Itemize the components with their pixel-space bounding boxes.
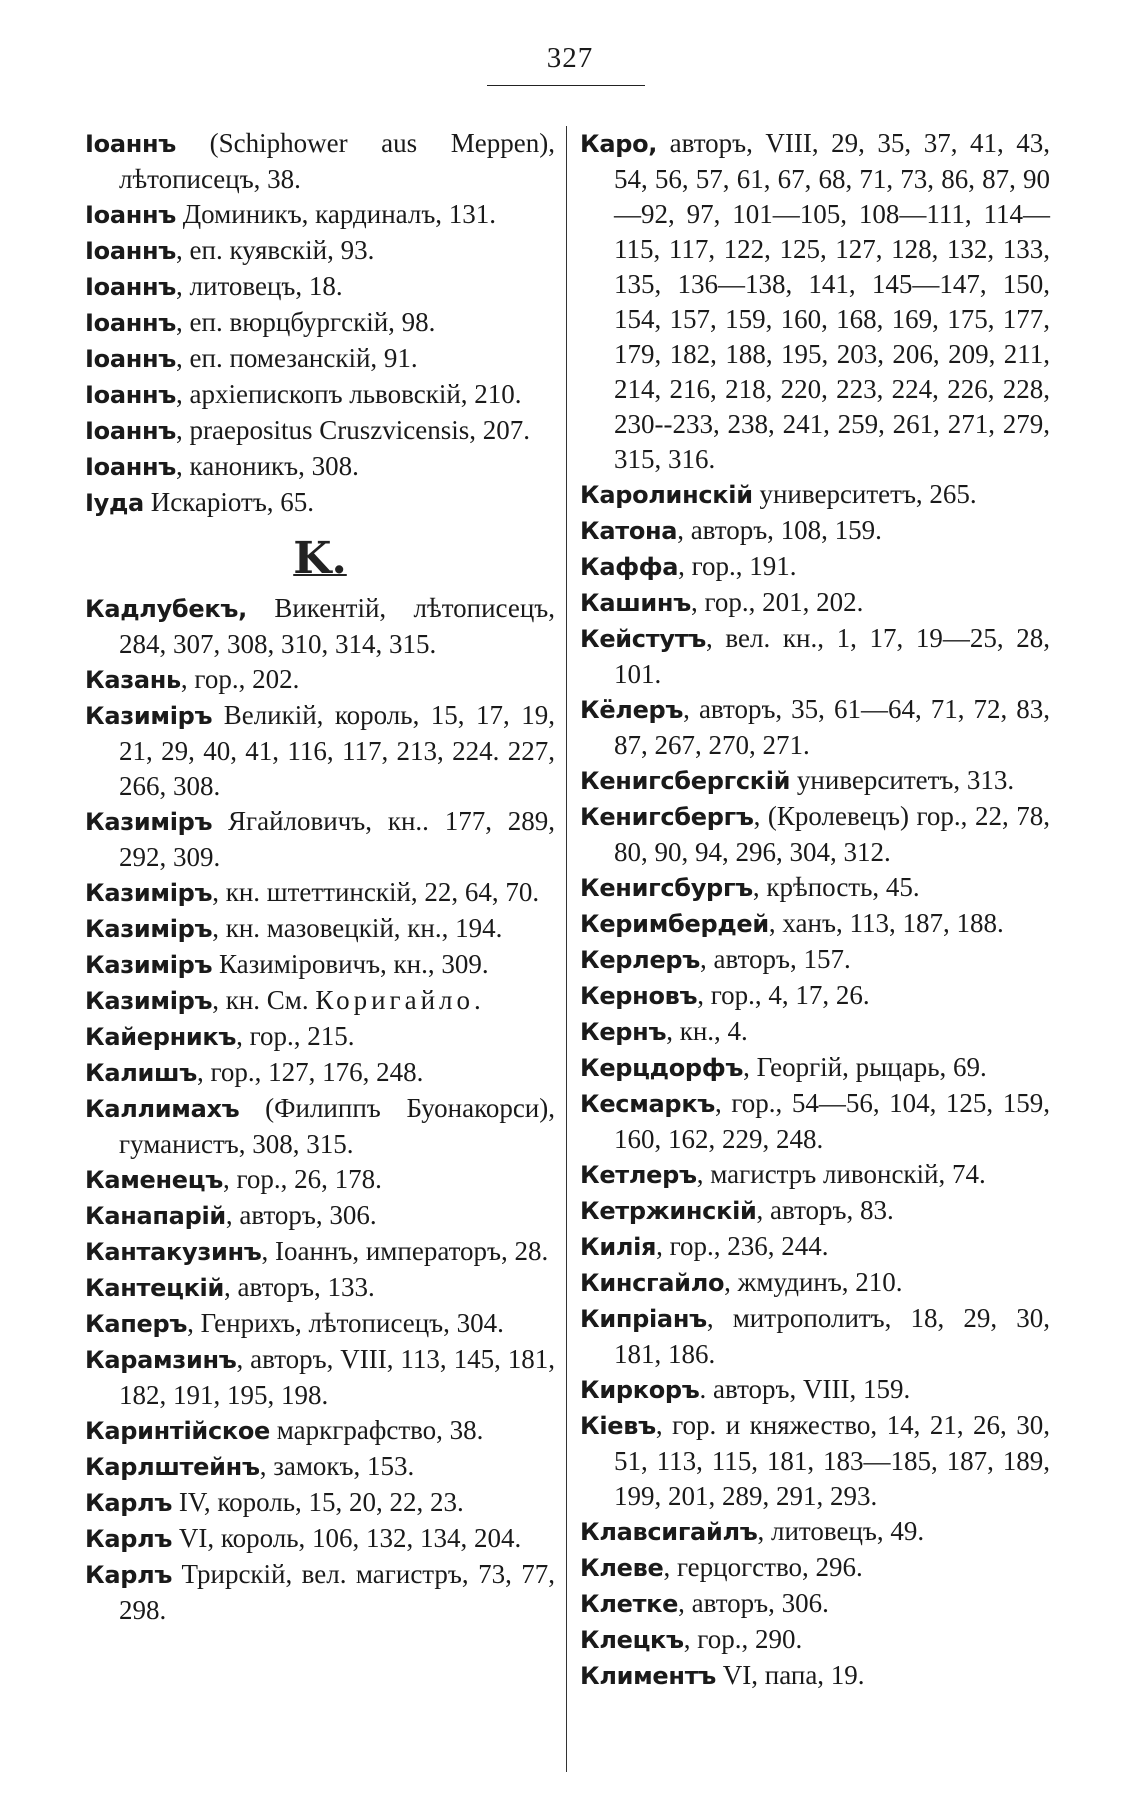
index-entry <box>85 875 555 911</box>
entry-text: Великій, король, 15, 17, 19, 21, 29, 40, 41, 116, 117, 213, 224. 227, 266, 308. <box>119 700 555 801</box>
entry-text: , Іоаннъ, императоръ, 28. <box>261 1236 549 1266</box>
entry-text: , гор., 4, 17, 26. <box>697 980 870 1010</box>
entry-text: , Генрихъ, лѣтописецъ, 304. <box>187 1308 504 1338</box>
entry-text: , литовецъ, 49. <box>757 1516 925 1546</box>
index-entry <box>580 942 1050 978</box>
index-entry <box>580 906 1050 942</box>
entry-text: , кн. мазовецкій, кн., 194. <box>212 913 503 943</box>
entry-text: , гор., 127, 176, 248. <box>196 1057 424 1087</box>
entry-text: , авторъ, VIII, 113, 145, 181, 182, 191, 195, 198. <box>119 1344 555 1410</box>
entry-headword: Кёлеръ <box>580 696 684 724</box>
entry-text: , гор., 236, 244. <box>656 1231 829 1261</box>
index-entry <box>85 1162 555 1198</box>
entry-text: , кн. штеттинскій, 22, 64, 70. <box>212 877 540 907</box>
entry-spaced-reference: Коригайло <box>315 985 475 1015</box>
index-entry <box>580 585 1050 621</box>
entry-headword: Килія <box>580 1233 657 1261</box>
entry-text: , вел. кн., 1, 17, 19—25, 28, 101. <box>614 623 1050 689</box>
index-entry <box>580 978 1050 1014</box>
entry-text: , авторъ, 108, 159. <box>677 515 882 545</box>
index-entry <box>580 692 1050 763</box>
index-entry <box>580 1193 1050 1229</box>
entry-text: VI, папа, 19. <box>716 1660 865 1690</box>
entry-text: , гор. и княжество, 14, 21, 26, 30, 51, 113, 115, 181, 183—185, 187, 189, 199, 201, 289, 291, 293. <box>614 1410 1050 1511</box>
index-entry <box>580 126 1050 477</box>
entry-headword: Каффа <box>580 553 679 581</box>
entry-headword: Казиміръ <box>85 987 213 1015</box>
entry-text: , авторъ, 133. <box>224 1272 375 1302</box>
left-entries-i <box>85 126 555 521</box>
entry-text: , ханъ, 113, 187, 188. <box>768 908 1004 938</box>
index-entry <box>85 233 555 269</box>
entry-headword: Карлъ <box>85 1525 173 1553</box>
entry-text: Искаріотъ, 65. <box>143 487 315 517</box>
index-entry <box>85 377 555 413</box>
entry-text: , гор., 54—56, 104, 125, 159, 160, 162, 229, 248. <box>614 1088 1050 1154</box>
index-entry <box>580 1658 1050 1694</box>
index-entry <box>85 269 555 305</box>
entry-text: , еп. вюрцбургскій, 98. <box>176 307 436 337</box>
entry-text: Ягайловичъ, кн.. 177, 289, 292, 309. <box>119 806 555 872</box>
entry-text: (Филиппъ Буонакорси), гуманистъ, 308, 315. <box>119 1093 555 1159</box>
entry-text: , крѣпость, 45. <box>752 872 920 902</box>
entry-headword: Каролинскій <box>580 481 753 509</box>
index-entry <box>85 1342 555 1413</box>
entry-headword: Керимбердей <box>580 910 769 938</box>
entry-text: , гор., 26, 178. <box>223 1164 382 1194</box>
index-entry <box>85 698 555 804</box>
index-entry <box>580 1408 1050 1514</box>
entry-headword: Казиміръ <box>85 951 213 979</box>
entry-headword: Кайерникъ <box>85 1023 237 1051</box>
entry-headword: Керцдорфъ <box>580 1054 744 1082</box>
index-entry <box>85 1557 555 1628</box>
entry-headword: Керлеръ <box>580 946 701 974</box>
index-entry <box>580 799 1050 870</box>
entry-headword: Іоаннъ <box>85 237 177 265</box>
left-column <box>85 126 555 1628</box>
entry-text: , еп. куявскій, 93. <box>176 235 375 265</box>
entry-headword: Каро, <box>580 130 658 158</box>
entry-text: , гор., 202. <box>180 664 300 694</box>
index-entry <box>580 1301 1050 1372</box>
entry-text: . авторъ, VIII, 159. <box>699 1374 911 1404</box>
index-entry <box>85 1485 555 1521</box>
entry-headword: Іоаннъ <box>85 309 177 337</box>
entry-headword: Калишъ <box>85 1059 197 1087</box>
index-entry <box>580 1265 1050 1301</box>
entry-headword: Карамзинъ <box>85 1346 237 1374</box>
entry-headword: Кипріанъ <box>580 1305 707 1333</box>
entry-text: Трирскій, вел. магистръ, 73, 77, 298. <box>119 1559 555 1625</box>
entry-text: Доминикъ, кардиналъ, 131. <box>176 199 497 229</box>
entry-headword: Казиміръ <box>85 915 213 943</box>
entry-headword: Кантакузинъ <box>85 1238 262 1266</box>
index-entry <box>85 1234 555 1270</box>
index-entry <box>580 1014 1050 1050</box>
index-entry <box>85 485 555 521</box>
entry-text: IV, король, 15, 20, 22, 23. <box>172 1487 464 1517</box>
index-entry <box>85 1521 555 1557</box>
entry-headword: Іоаннъ <box>85 381 177 409</box>
entry-headword: Катона <box>580 517 678 545</box>
entry-text: , гор., 290. <box>683 1624 803 1654</box>
entry-headword: Іоаннъ <box>85 345 177 373</box>
index-entry <box>85 911 555 947</box>
entry-text: , каноникъ, 308. <box>176 451 359 481</box>
left-entries-k <box>85 591 555 1628</box>
index-entry <box>580 1229 1050 1265</box>
entry-headword: Кашинъ <box>580 589 691 617</box>
entry-headword: Кенигсбергъ <box>580 803 754 831</box>
index-entry <box>580 763 1050 799</box>
entry-headword: Кіевъ <box>580 1412 656 1440</box>
entry-headword: Клавсигайлъ <box>580 1518 758 1546</box>
entry-text: , литовецъ, 18. <box>176 271 343 301</box>
entry-text: , гор., 201, 202. <box>690 587 864 617</box>
index-entry <box>85 1198 555 1234</box>
index-entry <box>85 305 555 341</box>
entry-text: , (Кролевецъ) гор., 22, 78, 80, 90, 94, 296, 304, 312. <box>614 801 1050 867</box>
entry-headword: Карлъ <box>85 1489 173 1517</box>
entry-headword: Іоаннъ <box>85 417 177 445</box>
entry-text: маркграфство, 38. <box>270 1415 484 1445</box>
index-entry <box>85 1091 555 1162</box>
entry-text: , авторъ, 306. <box>225 1200 377 1230</box>
entry-text: , еп. помезанскій, 91. <box>176 343 418 373</box>
entry-headword: Кейстутъ <box>580 625 707 653</box>
index-entry <box>580 870 1050 906</box>
index-entry <box>85 1306 555 1342</box>
index-entry <box>85 662 555 698</box>
entry-headword: Казиміръ <box>85 879 213 907</box>
entry-headword: Каринтійское <box>85 1417 271 1445</box>
entry-headword: Климентъ <box>580 1662 717 1690</box>
index-entry <box>580 1050 1050 1086</box>
entry-headword: Каллимахъ <box>85 1095 240 1123</box>
entry-text: , архіепископъ львовскій, 210. <box>176 379 522 409</box>
index-entry <box>85 1019 555 1055</box>
index-entry <box>85 1449 555 1485</box>
index-entry <box>85 591 555 662</box>
entry-headword: Кетлеръ <box>580 1161 697 1189</box>
entry-headword: Казань <box>85 666 181 694</box>
entry-headword: Карлштейнъ <box>85 1453 260 1481</box>
column-divider <box>566 126 567 1772</box>
entry-headword: Клетке <box>580 1590 679 1618</box>
index-entry <box>85 1270 555 1306</box>
entry-text: университетъ, 265. <box>752 479 977 509</box>
entry-headword: Каперъ <box>85 1310 188 1338</box>
entry-text: , замокъ, 153. <box>259 1451 415 1481</box>
entry-text: , авторъ, 306. <box>678 1588 829 1618</box>
entry-text: Казиміровичъ, кн., 309. <box>212 949 489 979</box>
index-entry <box>580 1086 1050 1157</box>
right-column <box>580 126 1050 1694</box>
entry-text: , жмудинъ, 210. <box>724 1267 903 1297</box>
entry-text: , авторъ, 157. <box>700 944 851 974</box>
index-entry <box>580 1550 1050 1586</box>
index-entry <box>85 983 555 1019</box>
index-entry <box>85 1055 555 1091</box>
entry-text: (Schiphower aus Meppen), лѣтописецъ, 38. <box>119 128 555 194</box>
entry-text: , гор., 215. <box>236 1021 355 1051</box>
index-entry <box>580 1157 1050 1193</box>
entry-text: , Георгій, рыцарь, 69. <box>743 1052 987 1082</box>
entry-headword: Керновъ <box>580 982 698 1010</box>
page-number-rule <box>487 85 645 86</box>
entry-text: университетъ, 313. <box>790 765 1015 795</box>
entry-headword: Іоаннъ <box>85 273 177 301</box>
entry-text: , авторъ, 35, 61—64, 71, 72, 83, 87, 267, 270, 271. <box>614 694 1050 760</box>
entry-headword: Кернъ <box>580 1018 667 1046</box>
entry-headword: Канапарій <box>85 1202 226 1230</box>
entry-text: , кн., 4. <box>666 1016 748 1046</box>
index-entry <box>580 1586 1050 1622</box>
index-entry <box>580 1622 1050 1658</box>
index-entry <box>580 1372 1050 1408</box>
entry-text: , гор., 191. <box>678 551 797 581</box>
entry-headword: Кетржинскій <box>580 1197 757 1225</box>
entry-text: авторъ, VIII, 29, 35, 37, 41, 43, 54, 56, 57, 61, 67, 68, 71, 73, 86, 87, 90—92, 97, 101—105, 108—111, 114—115, 117, 122, 125, 127, 128, 132, 133, 135, 136—138, 141, 145—147, 150, 154, 157, 159, 160, 168, 169, 175, 177, 179, 182, 188, 195, 203, 206, 209, 211, 214, 216, 218, 220, 223, 224, 226, 228, 230--233, 238, 241, 259, 261, 271, 279, 315, 316. <box>614 128 1050 474</box>
entry-headword: Казиміръ <box>85 808 213 836</box>
entry-tail: . <box>474 985 481 1015</box>
index-entry <box>85 341 555 377</box>
index-entry <box>85 804 555 875</box>
index-entry <box>580 513 1050 549</box>
entry-headword: Клеве <box>580 1554 664 1582</box>
entry-text: , кн. См. <box>212 985 316 1015</box>
index-entry <box>85 1413 555 1449</box>
entry-text: VI, король, 106, 132, 134, 204. <box>172 1523 522 1553</box>
entry-headword: Кесмаркъ <box>580 1090 716 1118</box>
entry-headword: Карлъ <box>85 1561 173 1589</box>
index-entry <box>85 197 555 233</box>
entry-headword: Киркоръ <box>580 1376 700 1404</box>
entry-text: , praepositus Cruszvicensis, 207. <box>176 415 530 445</box>
entry-headword: Клецкъ <box>580 1626 684 1654</box>
entry-text: , магистръ ливонскій, 74. <box>696 1159 986 1189</box>
entry-headword: Кенигсбергскій <box>580 767 791 795</box>
entry-text: Викентій, лѣтописецъ, 284, 307, 308, 310, 314, 315. <box>119 593 555 659</box>
entry-text: , митрополитъ, 18, 29, 30, 181, 186. <box>614 1303 1050 1369</box>
index-entry <box>85 947 555 983</box>
entry-headword: Казиміръ <box>85 702 213 730</box>
index-entry <box>85 126 555 197</box>
entry-headword: Іоаннъ <box>85 130 177 158</box>
entry-headword: Іоаннъ <box>85 453 177 481</box>
index-entry <box>85 413 555 449</box>
index-entry <box>580 549 1050 585</box>
entry-text: , герцогство, 296. <box>663 1552 863 1582</box>
entry-headword: Кинсгайло <box>580 1269 725 1297</box>
section-letter: K. <box>293 533 347 584</box>
entry-headword: Кенигсбургъ <box>580 874 753 902</box>
index-entry <box>580 477 1050 513</box>
entry-headword: Каменецъ <box>85 1166 223 1194</box>
entry-headword: Кантецкій <box>85 1274 225 1302</box>
index-entry <box>580 1514 1050 1550</box>
right-entries <box>580 126 1050 1694</box>
page-number: 327 <box>546 42 594 74</box>
entry-text: , авторъ, 83. <box>756 1195 894 1225</box>
index-entry <box>85 449 555 485</box>
index-entry <box>580 621 1050 692</box>
entry-headword: Іуда <box>85 489 144 517</box>
entry-headword: Іоаннъ <box>85 201 177 229</box>
entry-headword: Кадлубекъ, <box>85 595 247 623</box>
